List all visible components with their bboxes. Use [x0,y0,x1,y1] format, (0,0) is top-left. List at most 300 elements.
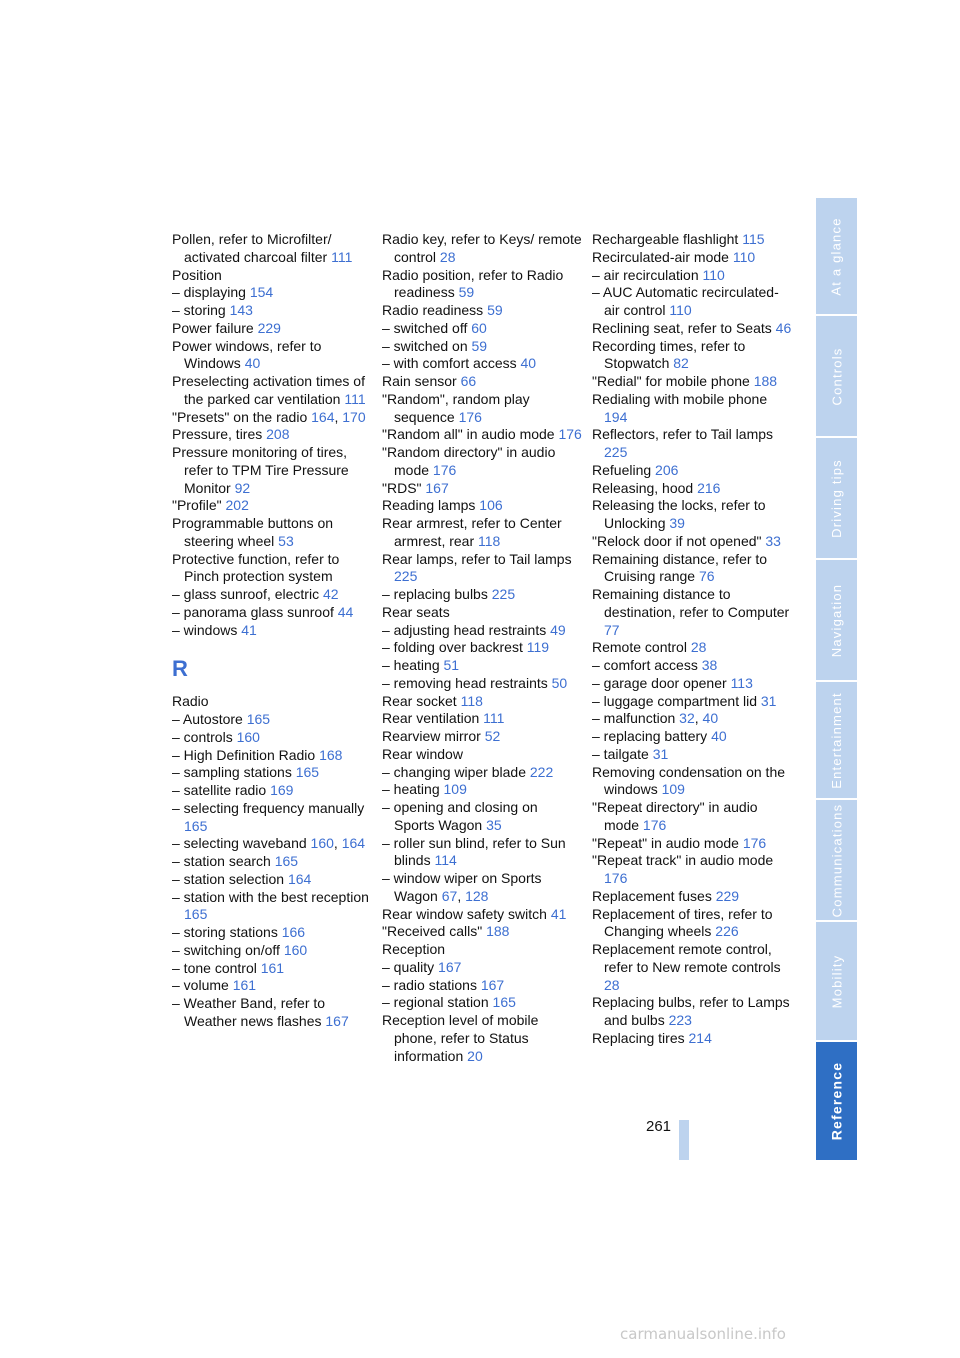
entry-text: Remaining distance, refer to Cruising range [592,550,768,585]
page-link[interactable]: 60 [471,319,487,336]
entry-text: "Repeat" in audio mode [592,834,743,851]
footer-watermark: carmanualsonline.info [620,1325,786,1343]
page-link[interactable]: 44 [337,603,354,620]
page-link[interactable]: 118 [460,692,483,709]
index-entry [382,480,582,498]
page-link[interactable]: 164 [287,870,312,887]
index-entry [592,994,792,1030]
entry-text: – switching on/off [172,941,284,958]
page-link[interactable]: 109 [661,781,685,798]
index-entry [382,267,582,303]
index-entry [172,853,372,871]
index-column-2 [382,231,582,1065]
page-link[interactable]: 226 [715,923,739,940]
entry-text: – windows [172,621,242,638]
entry-text: – glass sunroof, electric [172,586,323,602]
entry-text: Rear ventilation [382,710,484,727]
entry-text: "RDS" [382,479,426,496]
page-link[interactable]: 188 [486,923,510,940]
tab-label: Driving tips [829,458,845,538]
entry-text: Replacement of tires, refer to Changing wheels [592,905,773,940]
page-link[interactable]: 38 [701,657,718,673]
entry-text: Reception level of mobile phone, refer to Status information [382,1012,539,1064]
page-link[interactable]: 28 [604,976,620,993]
entry-text: Reflectors, refer to Tail lamps [592,426,774,443]
page-link[interactable]: 176 [742,834,767,851]
index-entry [592,746,792,764]
index-entry [382,781,582,799]
entry-text: Rear seats [382,603,450,620]
entry-text: Rain sensor [382,373,461,389]
index-entry [382,320,582,338]
index-entry [592,231,792,249]
page-link[interactable]: 59 [458,284,475,301]
entry-text: Rear window [382,745,463,762]
tab-label: Controls [829,346,845,406]
index-entry [592,675,792,693]
entry-text: – storing stations [172,924,282,940]
index-entry [172,284,372,302]
tab-label: Communications [829,803,844,917]
entry-text: Removing condensation on the windows [592,763,786,798]
page-link[interactable]: 50 [551,674,568,691]
index-entry [172,373,372,409]
entry-text: – replacing bulbs [382,586,492,602]
tab-controls[interactable] [816,316,857,436]
index-entry [382,355,582,373]
page-link[interactable]: 188 [753,373,778,389]
entry-text: – heating [382,781,444,798]
index-entry [382,391,582,427]
index-entry [592,391,792,427]
entry-text: Programmable buttons on steering wheel [172,515,334,549]
entry-text: "Profile" [172,497,226,514]
entry-text: – window wiper on Sports Wagon [382,870,542,904]
index-entry [592,586,792,639]
entry-text: Recording times, refer to Stopwatch [592,337,746,372]
entry-text: Pressure monitoring of tires, refer to TPM Tire Pressure Monitor [172,444,349,496]
page-link[interactable]: 106 [479,497,503,514]
index-entry [382,657,582,675]
index-entry [592,338,792,374]
index-entry [172,622,372,640]
tab-navigation[interactable] [816,560,857,680]
entry-text: Replacing tires [592,1029,689,1046]
page-link[interactable]: 59 [487,302,503,318]
page-link[interactable]: 110 [732,248,756,265]
entry-text: – garage door opener [592,674,731,691]
tab-label: At a glance [829,216,844,296]
entry-text: Power failure [172,319,258,336]
page-link[interactable]: 176 [432,461,457,478]
page-link[interactable]: 39 [669,515,685,531]
index-entry [592,693,792,711]
page-link[interactable]: 52 [484,728,501,744]
page-link[interactable]: 59 [471,337,488,354]
entry-text: – luggage compartment lid [592,692,761,709]
entry-text: "Repeat directory" in audio mode [592,799,758,833]
page-link[interactable]: 161 [260,959,285,976]
entry-text: Reception [382,941,446,957]
entry-text: Reading lamps [382,497,480,514]
index-entry [172,960,372,978]
index-entry [382,338,582,356]
page-link[interactable]: 40 [702,710,719,727]
index-entry [382,746,582,764]
index-entry [172,889,372,925]
page-link[interactable]: 92 [234,479,251,496]
entry-text: – comfort access [592,657,702,673]
index-entry: – window wiper on Sports Wagon 67, 128 [382,870,542,904]
index-entry [592,497,792,533]
page-link[interactable]: 229 [715,887,740,904]
page-link[interactable]: 20 [467,1047,483,1064]
page-link[interactable]: 165 [246,711,271,727]
page-link[interactable]: 165 [492,994,516,1011]
index-entry [172,729,372,747]
entry-text: Preselecting activation times of the parked car ventilation [172,373,365,407]
index-entry [382,604,582,622]
page-link[interactable]: 31 [652,745,669,762]
entry-text: "Received calls" [382,923,487,940]
page-link[interactable]: 170 [342,408,366,425]
page-link[interactable]: 208 [266,426,290,443]
index-entry [592,906,792,942]
page-link[interactable]: 164 [311,408,335,425]
entry-text: – roller sun blind, refer to Sun blinds [382,834,566,869]
entry-text: – satellite radio [172,782,271,798]
page-link[interactable]: 118 [478,532,501,549]
page-link[interactable]: 119 [526,639,550,656]
entry-text: – volume [172,977,233,994]
page-link[interactable]: 111 [331,248,353,265]
tab-label: Reference [828,1061,845,1141]
page-link[interactable]: 229 [257,319,281,336]
index-entry [382,977,582,995]
entry-text: – panorama glass sunroof [172,603,338,620]
index-entry [382,710,582,728]
page-link[interactable]: 77 [604,621,620,638]
entry-text: – selecting frequency manually [172,799,365,816]
entry-text: Redialing with mobile phone [592,390,768,407]
page-link[interactable]: 165 [184,817,208,834]
index-entry [172,977,372,995]
page-link[interactable]: 76 [698,568,715,585]
index-entry [172,711,372,729]
index-entry [172,302,372,320]
index-entry [382,231,582,267]
index-entry [382,959,582,977]
entry-text: – opening and closing on Sports Wagon [382,799,538,833]
index-entry [172,747,372,765]
page-link[interactable]: 114 [434,852,457,869]
index-entry [382,639,582,657]
entry-text: – Weather Band, refer to Weather news flashes [172,995,326,1029]
entry-text: – AUC Automatic recirculated-air control [592,284,779,318]
page-link[interactable]: 35 [486,816,502,833]
entry-text: – tailgate [592,745,653,762]
index-entry [172,693,372,711]
index-entry [592,941,792,994]
index-entry [382,728,582,746]
page-link[interactable]: 160 [283,941,308,958]
page-link[interactable]: 216 [697,479,721,496]
index-entry [592,373,792,391]
index-entry [592,799,792,835]
index-entry [382,693,582,711]
index-entry [592,639,792,657]
page-link[interactable]: 115 [742,231,765,247]
entry-text: – folding over backrest [382,639,527,656]
entry-text: Refueling [592,461,656,478]
entry-text: Releasing, hood [592,479,698,496]
tab-mobility[interactable] [816,922,857,1040]
entry-text: – removing head restraints [382,674,552,691]
page-link[interactable]: 111 [344,390,366,407]
index-entry [172,338,372,374]
chapter-tabs [816,198,857,1160]
section-letter: R [172,656,188,682]
index-entry [382,764,582,782]
page-link[interactable]: 167 [480,976,505,993]
entry-text: – selecting waveband [172,835,311,852]
page-link[interactable]: 113 [730,674,753,691]
entry-text: "Relock door if not opened" [592,532,766,549]
page-link[interactable]: 225 [491,586,516,602]
index-entry [172,782,372,800]
entry-text: Pollen, refer to Microfilter/ activated charcoal filter [172,231,332,265]
page-link[interactable]: 176 [558,426,582,443]
entry-text: – displaying [172,284,250,301]
entry-text: – station selection [172,870,288,887]
entry-text: – adjusting head restraints [382,621,551,638]
tab-communications[interactable] [816,800,857,920]
index-entry [592,657,792,675]
page-link[interactable]: 51 [443,657,460,673]
page-link[interactable]: 176 [458,408,482,425]
page-link[interactable]: 128 [465,887,489,904]
page-link[interactable]: 165 [295,764,320,781]
page-link[interactable]: 167 [438,958,462,975]
index-entry [592,249,792,267]
entry-text: – station with the best reception [172,888,369,905]
index-entry [382,941,582,959]
page-link[interactable]: 28 [690,639,707,656]
entry-text: – station search [172,853,275,869]
index-entry [592,284,792,320]
page-number-bar [679,1120,689,1160]
entry-text: – controls [172,728,237,745]
index-entry [172,426,372,444]
index-entry [382,302,582,320]
index-entry [172,267,372,285]
entry-text: Remote control [592,639,691,656]
index-entry [382,515,582,551]
page-link[interactable]: 40 [711,728,727,744]
page-link[interactable]: 214 [688,1029,712,1046]
index-column-3 [592,231,792,1048]
index-entry [592,728,792,746]
index-entry [592,764,792,800]
index-entry: "Presets" on the radio 164, 170 [172,408,366,425]
page-link[interactable]: 143 [229,302,253,318]
index-entry: – selecting waveband 160, 164 [172,835,366,852]
index-entry [592,1030,792,1048]
index-entry [382,799,582,835]
index-entry [382,586,582,604]
entry-text: – tone control [172,959,261,976]
index-entry [172,924,372,942]
page-link[interactable]: 41 [241,621,257,638]
entry-text: – switched on [382,337,472,354]
page-link[interactable]: 176 [642,816,667,833]
entry-text: Rechargeable flashlight [592,231,743,247]
entry-text: – radio stations [382,976,481,993]
entry-text: – regional station [382,994,493,1011]
entry-text: Replacement fuses [592,887,716,904]
index-entry [172,764,372,782]
index-entry [382,906,582,924]
entry-text: – High Definition Radio [172,746,320,763]
entry-text: – Autostore [172,711,247,727]
page-link[interactable]: 49 [550,621,566,638]
index-entry: – malfunction 32, 40 [592,710,719,727]
entry-text: – sampling stations [172,764,296,781]
entry-text: – with comfort access [382,355,521,372]
index-entry [172,515,372,551]
index-entry [172,320,372,338]
entry-text: "Random directory" in audio mode [382,444,556,478]
page-link[interactable]: 40 [244,355,261,372]
index-entry [382,1012,582,1065]
index-entry [382,622,582,640]
page-link[interactable]: 167 [425,479,449,496]
page-link[interactable]: 169 [270,782,294,798]
page-link[interactable]: 46 [775,319,792,336]
tab-label: Mobility [829,954,845,1008]
entry-text: Radio key, refer to Keys/ remote control [382,231,582,265]
index-entry [382,675,582,693]
page-link[interactable]: 167 [325,1012,349,1029]
tab-driving-tips[interactable] [816,438,857,558]
page-link[interactable]: 154 [249,284,274,301]
page-link[interactable]: 111 [483,710,505,727]
index-entry [592,852,792,888]
page-link[interactable]: 164 [341,835,366,852]
index-entry [382,835,582,871]
page-link[interactable]: 225 [604,444,628,460]
page-link[interactable]: 166 [281,924,306,940]
index-entry [172,604,372,622]
entry-text: Radio readiness [382,302,488,318]
page-link[interactable]: 160 [310,835,334,852]
page-link[interactable]: 28 [439,248,456,265]
index-entry [172,444,372,497]
entry-text: Releasing the locks, refer to Unlocking [592,497,766,531]
entry-text: – switched off [382,319,472,336]
index-entry [172,231,372,267]
entry-text: Rear armrest, refer to Center armrest, rear [382,515,562,549]
page-link[interactable]: 160 [236,728,260,745]
entry-text: Pressure, tires [172,426,267,443]
index-entry [592,480,792,498]
entry-text: Radio position, refer to Radio readiness [382,266,564,301]
page-link[interactable]: 165 [184,906,208,923]
entry-text: "Repeat track" in audio mode [592,852,774,869]
page-link[interactable]: 53 [278,532,294,549]
entry-text: – storing [172,302,230,318]
index-entry [592,835,792,853]
page-link[interactable]: 206 [655,461,679,478]
index-entry [592,888,792,906]
entry-text: – changing wiper blade [382,763,530,780]
page-link[interactable]: 33 [765,532,781,549]
entry-text: Rear socket [382,692,461,709]
page-link[interactable]: 225 [394,568,418,585]
index-entry [382,497,582,515]
page-link[interactable]: 202 [225,497,249,514]
index-column-1 [172,231,372,1031]
index-entry [382,426,582,444]
index-entry [172,551,372,587]
entry-text: Protective function, refer to Pinch protection system [172,550,340,585]
entry-text: "Random all" in audio mode [382,426,559,443]
page-link[interactable]: 176 [604,870,628,886]
tab-entertainment[interactable] [816,682,857,798]
page-link[interactable]: 161 [232,977,257,994]
page-link[interactable]: 82 [673,355,689,372]
page-link[interactable]: 110 [669,302,692,318]
page-link[interactable]: 223 [668,1012,692,1028]
page-link[interactable]: 109 [443,781,467,798]
index-entry [382,444,582,480]
page-number: 261 [646,1118,672,1135]
page-link[interactable]: 67 [441,887,458,904]
index-entry [172,497,372,515]
entry-text: Replacing bulbs, refer to Lamps and bulbs [592,994,790,1028]
page-link[interactable]: 110 [702,266,725,283]
page-link[interactable]: 42 [322,586,339,602]
index-entry [172,800,372,836]
entry-text: Rear lamps, refer to Tail lamps [382,550,572,567]
entry-text: Recirculated-air mode [592,248,733,265]
index-entry [592,426,792,462]
entry-text: – replacing battery [592,728,712,744]
page-link[interactable]: 222 [529,763,554,780]
entry-text: – quality [382,958,439,975]
entry-text: – malfunction [592,710,680,727]
page-link[interactable]: 40 [520,355,537,372]
tab-at-a-glance[interactable] [816,198,857,314]
index-entry [382,551,582,587]
tab-reference[interactable] [816,1042,857,1160]
entry-text: Replacement remote control, refer to New remote controls [592,941,781,975]
index-entry [592,462,792,480]
page-link[interactable]: 168 [319,746,343,763]
tab-label: Entertainment [829,691,845,789]
entry-text: Rearview mirror [382,728,485,744]
tab-label: Navigation [829,583,844,657]
entry-text: Reclining seat, refer to Seats [592,319,776,336]
entry-text: Remaining distance to destination, refer to Computer [592,586,790,620]
page-link[interactable]: 32 [679,710,695,727]
page-link[interactable]: 66 [460,373,477,389]
index-entry [172,942,372,960]
page-link[interactable]: 194 [604,408,628,425]
page-link[interactable]: 165 [274,853,299,869]
page-link[interactable]: 31 [760,692,777,709]
page-link[interactable]: 41 [550,905,567,922]
